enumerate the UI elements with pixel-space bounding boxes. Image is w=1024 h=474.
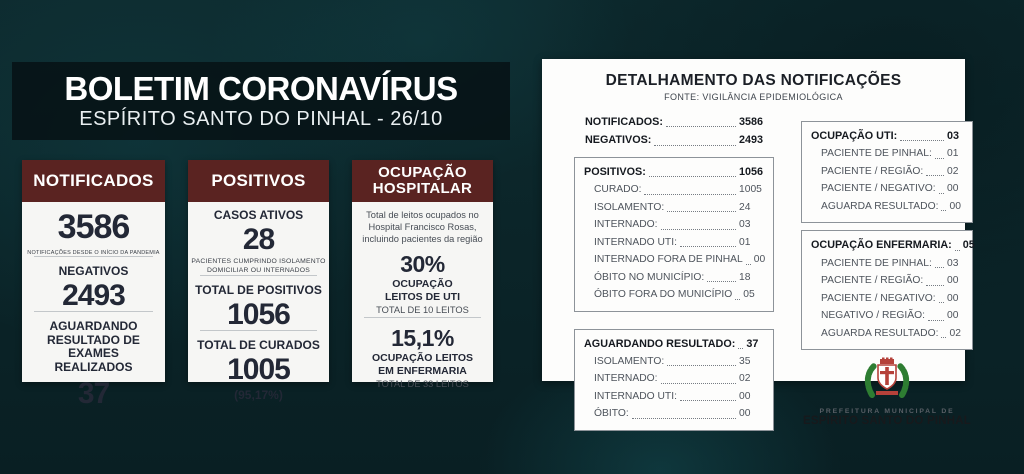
positivos-box-rows [584, 181, 764, 304]
aguardando-label: AGUARDANDO RESULTADO DE EXAMES REALIZADOS [47, 318, 140, 375]
enfermaria-pct: 15,1% [391, 324, 454, 351]
dotted-leader [666, 126, 736, 127]
dotted-leader [926, 175, 944, 176]
card-positivos [188, 160, 329, 402]
notificados-total: 3586 [57, 208, 130, 246]
positivos-box [574, 157, 774, 312]
total-positivos-label: TOTAL DE POSITIVOS [195, 283, 322, 298]
detail-row: INTERNADO FORA DE PINHAL 00 [594, 254, 766, 266]
card-ocupacao-hospitalar [352, 160, 493, 389]
detail-row: PACIENTE DE PINHAL: 03 [821, 257, 959, 269]
positivos-box-title-row: POSITIVOS: 1056 [584, 165, 764, 178]
enfermaria-box-title-row: OCUPAÇÃO ENFERMARIA: 05 [811, 239, 975, 252]
dotted-leader [735, 299, 740, 300]
negativos-label: NEGATIVOS [58, 264, 129, 278]
enfermaria-label: OCUPAÇÃO LEITOS EM ENFERMARIA [371, 351, 474, 377]
uti-box-rows [811, 145, 963, 215]
dotted-leader [955, 250, 960, 251]
detail-row: INTERNADO UTI: 01 [594, 236, 751, 248]
card-positivos-header: POSITIVOS [188, 160, 329, 202]
detail-row: PACIENTE / NEGATIVO: 00 [821, 292, 959, 304]
card-ocupacao-header: OCUPAÇÃO HOSPITALAR [352, 160, 493, 202]
dotted-leader [667, 211, 736, 212]
dotted-leader [926, 285, 944, 286]
detail-row: NEGATIVO / REGIÃO: 00 [821, 310, 959, 322]
ocupacao-enfermaria-box [801, 230, 973, 350]
dotted-leader [939, 193, 944, 194]
card-notificados-header: NOTIFICADOS [22, 160, 165, 202]
panel-title: DETALHAMENTO DAS NOTIFICAÇÕES [605, 72, 902, 89]
dotted-leader [680, 246, 736, 247]
panel-left-column [574, 113, 774, 431]
dotted-leader [649, 176, 736, 177]
enfermaria-box-rows [811, 255, 963, 343]
dotted-leader [935, 158, 944, 159]
panel-top-rows [574, 113, 774, 150]
casos-ativos-caption: PACIENTES CUMPRINDO ISOLAMENTO DOMICILIAR OU INTERNADOS [191, 257, 326, 274]
ocupacao-intro: Total de leitos ocupados no Hospital Francisco Rosas, incluindo pacientes da região [362, 210, 483, 245]
detail-row: INTERNADO UTI: 00 [594, 390, 751, 402]
dotted-leader [746, 264, 751, 265]
detail-row: PACIENTE / NEGATIVO: 00 [821, 183, 959, 195]
dotted-leader [900, 140, 944, 141]
municipality-logo [801, 357, 973, 427]
detail-row: ISOLAMENTO: 24 [594, 201, 751, 213]
detail-panel [542, 59, 975, 428]
curados-value: 1005 [227, 352, 290, 386]
page-title: BOLETIM CORONAVÍRUS [64, 69, 458, 107]
dotted-leader [939, 302, 944, 303]
logo-text-line1: PREFEITURA MUNICIPAL DE [819, 408, 955, 416]
detail-row: AGUARDA RESULTADO: 00 [821, 200, 961, 212]
total-positivos-value: 1056 [227, 297, 290, 331]
divider [364, 317, 481, 318]
notificados-caption: NOTIFICAÇÕES DESDE O INÍCIO DA PANDEMIA [27, 250, 160, 256]
logo-text-line2: ESPÍRITO SANTO DO PINHAL [803, 415, 971, 428]
detail-row: INTERNADO: 03 [594, 219, 751, 231]
panel-source: FONTE: VIGILÂNCIA EPIDEMIOLÓGICA [664, 92, 843, 102]
casos-ativos-label: CASOS ATIVOS [213, 208, 304, 222]
detail-row: PACIENTE / REGIÃO: 00 [821, 275, 959, 287]
uti-box-title-row: OCUPAÇÃO UTI: 03 [811, 130, 960, 142]
detail-row: PACIENTE / REGIÃO: 02 [821, 165, 959, 177]
negativos-value: 2493 [62, 278, 125, 312]
dotted-leader [935, 267, 944, 268]
panel-columns [562, 113, 975, 431]
enfermaria-total: TOTAL DE 33 LEITOS [376, 378, 469, 389]
detail-row: ISOLAMENTO: 35 [594, 355, 751, 367]
dotted-leader [941, 210, 946, 211]
divider [34, 256, 153, 257]
curados-label: TOTAL DE CURADOS [197, 337, 320, 352]
ocupacao-uti-box [801, 121, 973, 223]
detail-row: INTERNADO: 02 [594, 373, 751, 385]
divider [200, 275, 317, 276]
detail-row: ÓBITO NO MUNICÍPIO: 18 [594, 271, 751, 283]
detail-row: ÓBITO: 00 [594, 408, 751, 420]
aguardando-value: 37 [77, 376, 110, 410]
page-subtitle: ESPÍRITO SANTO DO PINHAL - 26/10 [79, 107, 443, 130]
uti-label: OCUPAÇÃO LEITOS DE UTI [384, 278, 461, 304]
dotted-leader [941, 337, 946, 338]
uti-total: TOTAL DE 10 LEITOS [376, 305, 469, 316]
dotted-leader [667, 365, 736, 366]
detail-row: CURADO: 1005 [594, 184, 762, 196]
dotted-leader [738, 348, 743, 349]
panel-right-column [801, 121, 973, 431]
dotted-leader [654, 145, 736, 146]
dotted-leader [632, 418, 736, 419]
dotted-leader [661, 383, 736, 384]
detail-row: ÓBITO FORA DO MUNICÍPIO 05 [594, 289, 755, 301]
detail-row: AGUARDA RESULTADO: 02 [821, 327, 961, 339]
curados-pct: (95,17%) [234, 387, 283, 402]
bulletin-title-box [12, 62, 510, 140]
dotted-leader [707, 281, 736, 282]
dotted-leader [928, 320, 944, 321]
card-notificados [22, 160, 165, 410]
casos-ativos-value: 28 [242, 222, 275, 256]
dotted-leader [644, 194, 736, 195]
row-notificados: NOTIFICADOS: 3586 [585, 116, 764, 128]
detail-row: PACIENTE DE PINHAL: 01 [821, 148, 959, 160]
coat-of-arms-icon [858, 357, 916, 401]
dotted-leader [661, 229, 736, 230]
uti-pct: 30% [400, 251, 445, 278]
aguardando-box [574, 329, 774, 431]
dotted-leader [680, 400, 736, 401]
aguardando-box-title-row: AGUARDANDO RESULTADO: 37 [584, 337, 759, 350]
row-negativos: NEGATIVOS: 2493 [585, 134, 764, 147]
aguardando-box-rows [584, 353, 764, 423]
